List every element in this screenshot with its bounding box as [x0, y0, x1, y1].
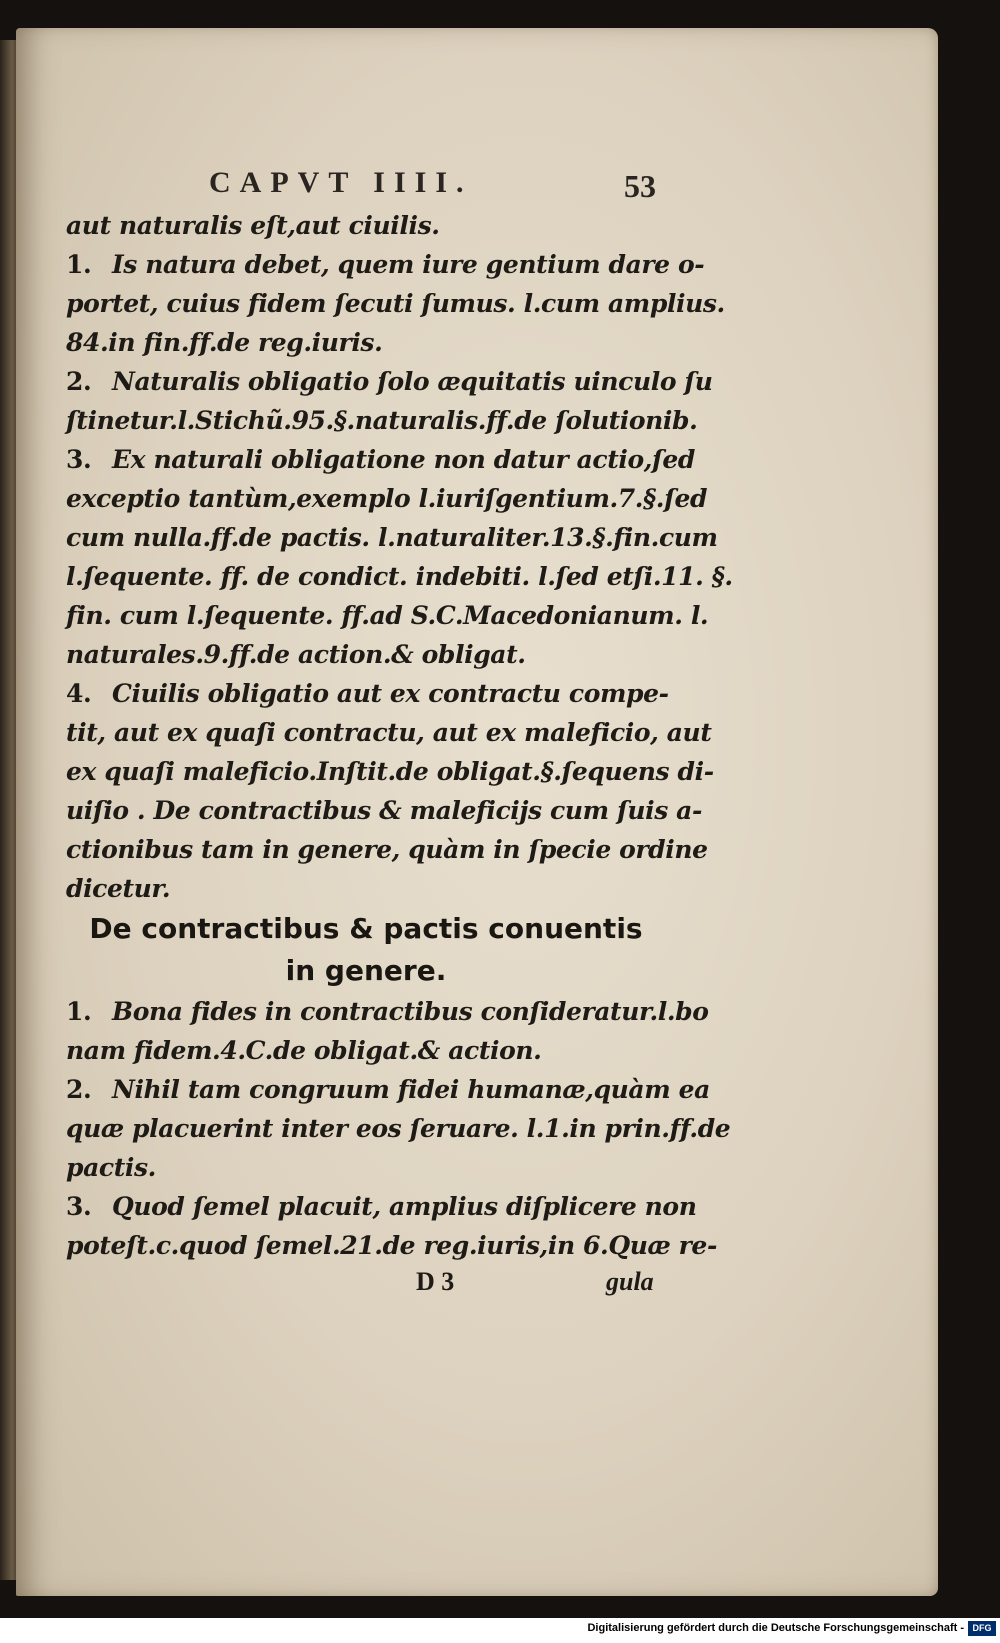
line-text: nam fidem.4.C.de obligat.& action.: [66, 1036, 542, 1065]
line-text: uiſio . De contractibus & maleficijs cum ſuis a-: [66, 796, 702, 825]
text-line: [66, 206, 666, 245]
item-number: 4.: [66, 679, 92, 708]
page-footer: [66, 1265, 666, 1309]
line-text: Ciuilis obligatio aut ex contractu compe-: [112, 679, 669, 708]
running-head: [66, 166, 666, 206]
text-line: [66, 992, 709, 1031]
item-number: 3.: [66, 445, 92, 474]
line-text: Quod ſemel placuit, amplius diſplicere non: [112, 1192, 697, 1221]
text-line: [66, 1031, 666, 1070]
line-text: cum nulla.ff.de pactis. l.naturaliter.13.§.fin.cum: [66, 523, 718, 552]
line-text: fin. cum l.ſequente. ff.ad S.C.Macedonianum. l.: [66, 601, 709, 630]
dfg-credit-text: Digitalisierung gefördert durch die Deutsche Forschungsgemeinschaft -: [587, 1622, 964, 1634]
text-line: [66, 401, 698, 440]
line-text: portet, cuius fidem ſecuti ſumus. l.cum amplius.: [66, 289, 725, 318]
text-line: [66, 869, 666, 908]
paragraph-group-2: [66, 992, 731, 1265]
item-number: 2.: [66, 367, 92, 396]
text-block: [66, 166, 733, 1309]
line-text: ſtinetur.l.Stichũ.95.§.naturalis.ff.de ſolutionib.: [66, 406, 698, 435]
item-number: 3.: [66, 1192, 92, 1221]
text-line: [66, 674, 669, 713]
section-heading-line: in genere.: [285, 954, 447, 987]
line-text: pactis.: [66, 1153, 156, 1182]
dfg-footer-bar: [0, 1618, 1000, 1643]
text-line: [66, 362, 713, 401]
line-text: quæ placuerint inter eos ſeruare. l.1.in prin.ff.de: [66, 1114, 731, 1143]
text-line: [66, 830, 708, 869]
text-line: [66, 1070, 710, 1109]
section-heading: [66, 908, 666, 992]
section-heading-line: De contractibus & pactis conuentis: [89, 912, 643, 945]
text-line: [66, 479, 708, 518]
paragraph-group-1: [66, 206, 733, 908]
line-text: l.ſequente. ff. de condict. indebiti. l.ſed etſi.11. §.: [66, 562, 733, 591]
signature-mark: D 3: [416, 1267, 455, 1296]
text-line: [66, 1109, 731, 1148]
line-text: ctionibus tam in genere, quàm in ſpecie ordine: [66, 835, 708, 864]
text-line: [66, 245, 705, 284]
text-line: [66, 557, 733, 596]
line-text: Ex naturali obligatione non datur actio,ſed: [112, 445, 695, 474]
text-line: [66, 752, 714, 791]
item-number: 1.: [66, 997, 92, 1026]
book-page: [16, 28, 938, 1596]
line-text: ex quaſi maleficio.Inſtit.de obligat.§.ſequens di-: [66, 757, 714, 786]
page-number: 53: [624, 168, 656, 204]
item-number: 2.: [66, 1075, 92, 1104]
text-line: [66, 518, 718, 557]
line-text: aut naturalis eſt,aut ciuilis.: [66, 211, 440, 240]
line-text: Nihil tam congruum fidei humanæ,quàm ea: [112, 1075, 710, 1104]
line-text: naturales.9.ff.de action.& obligat.: [66, 640, 526, 669]
line-text: Bona fides in contractibus conſideratur.l.bo: [112, 997, 709, 1026]
text-line: [66, 323, 666, 362]
text-line: [66, 1148, 666, 1187]
dfg-logo: DFG: [968, 1621, 996, 1636]
text-line: [66, 596, 709, 635]
line-text: Is natura debet, quem iure gentium dare o-: [112, 250, 705, 279]
line-text: dicetur.: [66, 874, 171, 903]
text-line: [66, 284, 725, 323]
line-text: Naturalis obligatio ſolo æquitatis uinculo ſu: [112, 367, 713, 396]
line-text: tit, aut ex quaſi contractu, aut ex maleficio, aut: [66, 718, 712, 747]
line-text: exceptio tantùm,exemplo l.iuriſgentium.7.§.ſed: [66, 484, 708, 513]
text-line: [66, 635, 666, 674]
text-line: [66, 791, 702, 830]
text-line: [66, 440, 695, 479]
running-head-title: CAPVT IIII.: [209, 166, 473, 199]
line-text: poteſt.c.quod ſemel.21.de reg.iuris,in 6.Quæ re-: [66, 1231, 717, 1260]
text-line: [66, 713, 712, 752]
text-line: [66, 1226, 717, 1265]
text-line: [66, 1187, 697, 1226]
item-number: 1.: [66, 250, 92, 279]
catchword: gula: [606, 1267, 654, 1296]
line-text: 84.in fin.ff.de reg.iuris.: [66, 328, 383, 357]
